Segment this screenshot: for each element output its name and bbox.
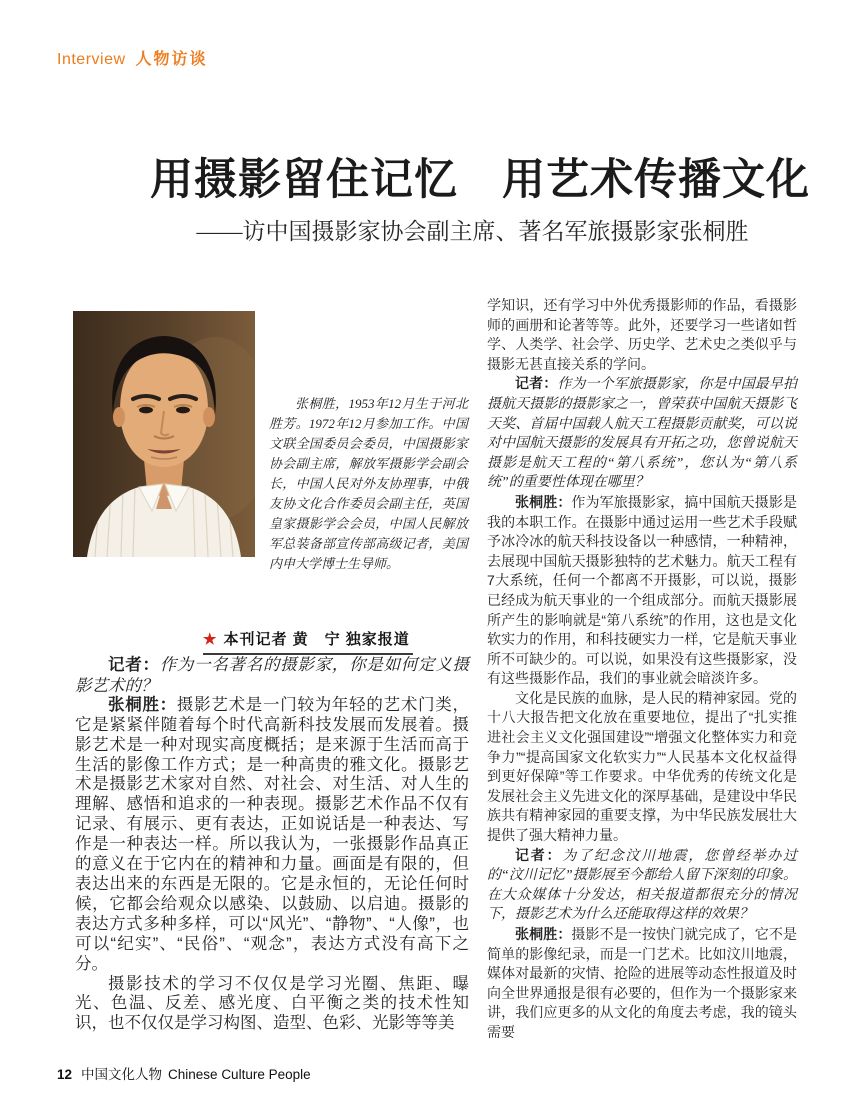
answer-paragraph (75, 696, 469, 975)
paragraph-text: 作为军旅摄影家，搞中国航天摄影是我的本职工作。在摄影中通过运用一些艺术手段赋予冰冷冰的航天科技设备以一种感情，一种精神，去展现中国航天摄影独特的艺术魅力。航天工程有7大系统，任何一个都离不开摄影，可以说，摄影已经成为航天事业的一个组成部分。而航天摄影展所产生的影响就是“第八系统”的作用，这也是文化软实力的作用，和科技硬实力一样，它是航天事业所不可缺少的。可以说，如果没有这些摄影家，没有这些摄影作品，我们的事业就会暗淡许多。 (487, 493, 797, 687)
paragraph-text: 摄影不是一按快门就完成了，它不是简单的影像纪录，而是一门艺术。比如汶川地震，媒体对最新的灾情、抢险的进展等动态性报道及时向全世界通报是很有必要的，但作为一个摄影家来讲，我们应更多的从文化的角度去考虑，我的镜头需要 (487, 926, 797, 1040)
answer-paragraph (75, 975, 469, 1035)
speaker-label: 张桐胜： (515, 926, 572, 942)
page-number: 12 (57, 1067, 73, 1082)
paragraph-text: 学知识，还有学习中外优秀摄影师的作品，看摄影师的画册和论著等等。此外，还要学习一些诸如哲学、人类学、社会学、历史学、艺术史之类似乎与摄影无甚直接关系的学问。 (487, 297, 797, 372)
speaker-label: 记者： (515, 846, 563, 863)
answer-paragraph (487, 925, 797, 1043)
face (120, 351, 208, 467)
portrait-photo (73, 311, 255, 557)
paragraph-text: 摄影技术的学习不仅仅是学习光圈、焦距、曝光、色温、反差、感光度、白平衡之类的技术性知识，也不仅仅是学习构图、造型、色彩、光影等等美 (75, 974, 469, 1033)
speaker-label: 记者： (515, 375, 558, 392)
paragraph-text: 文化是民族的血脉，是人民的精神家园。党的十八大报告把文化放在重要地位，提出了“扎实推进社会主义文化强国建设”“增强文化整体实力和竞争力”“提高国家文化软实力”“人民基本文化权益得到更好保障”等工作要求。中华优秀的传统文化是发展社会主义先进文化的深厚基础，是建设中华民族共有精神家园的重要支撑，为中华民族发展壮大提供了强大精神力量。 (487, 689, 797, 844)
answer-paragraph (487, 493, 797, 689)
speaker-label: 记者： (108, 656, 160, 674)
paragraph-text: 为了纪念汶川地震，您曾经举办过的“汶川记忆”摄影展至今都给人留下深刻的印象。在大众媒体十分发达，相关报道都很充分的情况下，摄影艺术为什么还能取得这样的效果？ (487, 848, 798, 923)
answer-paragraph-continued (487, 296, 797, 374)
portrait-illustration (73, 311, 255, 557)
question-paragraph (487, 846, 797, 925)
speaker-label: 张桐胜： (515, 493, 572, 510)
paragraph-text: 摄影艺术是一门较为年轻的艺术门类，它是紧紧伴随着每个时代高新科技发展而发展着。摄影艺术是一种对现实高度概括；是来源于生活而高于生活的影像工作方式；是一种高贵的雅文化。摄影艺术是摄影艺术家对自然、对社会、对生活、对人生的理解、感悟和追求的一种表现。摄影艺术作品不仅有记录、有展示、更有表达，正如说话是一种表达、写作是一种表达一样。所以我认为，一张摄影作品真正的意义在于它内在的精神和力量。画面是有限的，但表达出来的东西是无限的。它是永恒的，无论任何时候，它都会给观众以感染、以鼓励、以启迪。摄影的表达方式多种多样，可以“风光”、“静物”、“人像”，也可以“纪实”、“民俗”、“观念”，表达方式没有高下之分。 (75, 695, 470, 973)
question-paragraph (487, 374, 797, 493)
speaker-label: 张桐胜： (108, 695, 177, 714)
reporter-byline-text: 本刊记者 黄 宁 独家报道 (223, 631, 410, 648)
section-kicker-english: Interview (57, 51, 126, 68)
right-column (487, 296, 797, 1043)
bio-paragraph: 张桐胜，1953年12月生于河北胜芳。1972年12月参加工作。中国文联全国委员会委员，中国摄影家协会副主席，解放军摄影学会副会长，中国人民对外友协理事，中俄友协文化合作委员会副主任，英国皇家摄影学会会员，中国人民解放军总装备部宣传部高级记者，美国内申大学博士生导师。 (269, 396, 468, 571)
article-subtitle: ——访中国摄影家协会副主席、著名军旅摄影家张桐胜 (196, 219, 749, 244)
section-kicker-chinese: 人物访谈 (135, 51, 208, 68)
page-footer (57, 1063, 311, 1083)
paragraph-text: 作为一个军旅摄影家，你是中国最早拍摄航天摄影的摄影家之一，曾荣获中国航天摄影飞天奖、首届中国载人航天工程摄影贡献奖，可以说对中国航天摄影的发展具有开拓之功，您曾说航天摄影是航天工程的“第八系统”，您认为“第八系统”的重要性体现在哪里？ (487, 377, 798, 491)
magazine-name-chinese: 中国文化人物 (81, 1067, 163, 1082)
reporter-byline (203, 628, 413, 655)
left-column (75, 655, 469, 1034)
section-kicker (57, 46, 208, 69)
paragraph-text: 作为一名著名的摄影家，你是如何定义摄影艺术的？ (75, 655, 470, 695)
question-paragraph (75, 655, 469, 696)
article-title: 用摄影留住记忆 用艺术传播文化 (150, 157, 810, 204)
magazine-name-english: Chinese Culture People (168, 1067, 311, 1082)
star-icon: ★ (203, 631, 218, 648)
answer-paragraph (487, 689, 797, 846)
